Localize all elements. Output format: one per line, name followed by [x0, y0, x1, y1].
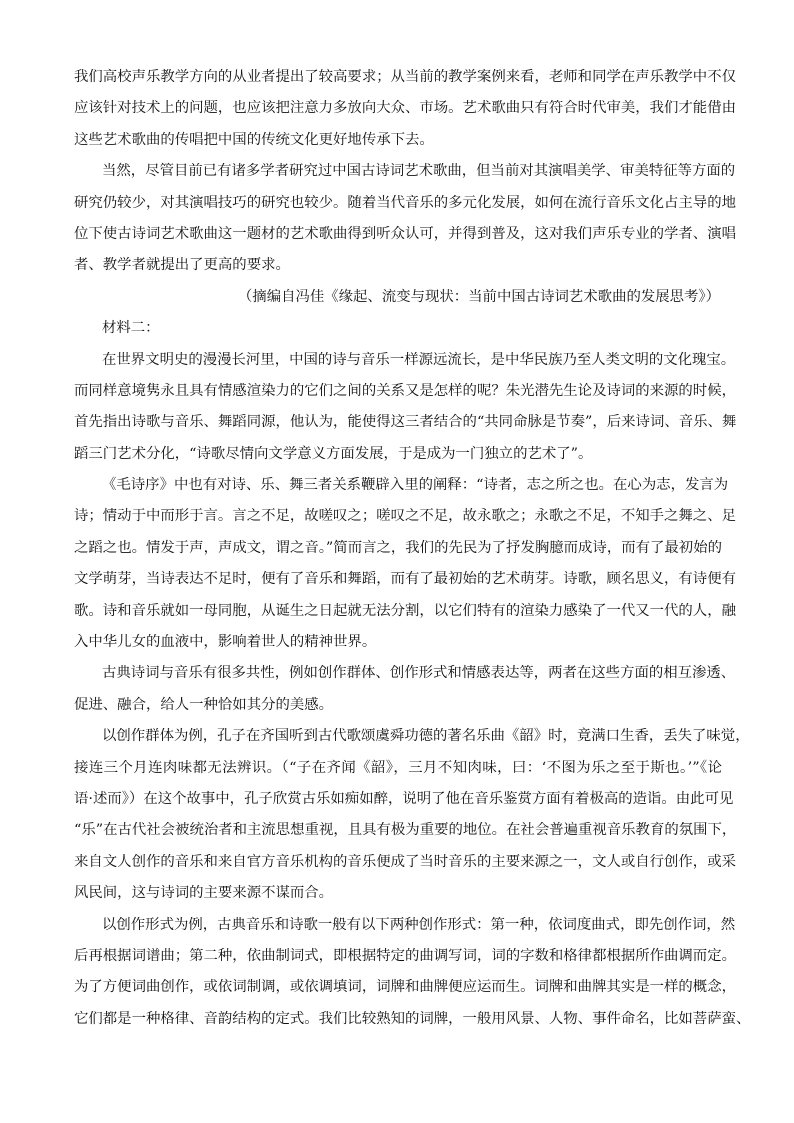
text-line: 者、教学者就提出了更高的要求。: [74, 257, 290, 274]
text-line: 这些艺术歌曲的传唱把中国的传统文化更好地传承下去。: [74, 131, 434, 148]
text-line: 以创作形式为例，古典音乐和诗歌一般有以下两种创作形式：第一种，依词度曲式，即先创作词，然: [102, 916, 736, 933]
text-line: “乐”在古代社会被统治者和主流思想重视，且具有极为重要的地位。在社会普遍重视音乐教育的氛围下，: [74, 822, 737, 839]
text-line: 位下使古诗词艺术歌曲这一题材的艺术歌曲得到听众认可，并得到普及，这对我们声乐专业的学者、演唱: [74, 225, 736, 242]
text-line: 之蹈之也。情发于声，声成文，谓之音。”简而言之，我们的先民为了抒发胸臆而成诗，而有了最初始的: [74, 539, 722, 556]
text-line: 以创作群体为例，孔子在齐国听到古代歌颂虞舜功德的著名乐曲《韶》时，竟满口生香，丢失了味觉，: [102, 728, 750, 745]
text-line: 《毛诗序》中也有对诗、乐、舞三者关系鞭辟入里的阐释：“诗者，志之所之也。在心为志，发言为: [102, 477, 729, 494]
text-line: 当然，尽管目前已有诸多学者研究过中国古诗词艺术歌曲，但当前对其演唱美学、审美特征等方面的: [102, 163, 736, 180]
text-line: 蹈三门艺术分化，“诗歌尽情向文学意义方面发展，于是成为一门独立的艺术了”。: [74, 445, 593, 462]
text-line: 首先指出诗歌与音乐、舞蹈同源，他认为，能使得这三者结合的“共同命脉是节奏”，后来诗词、音乐、舞: [74, 414, 737, 431]
document-page: [74, 62, 751, 1035]
text-line: 材料二：: [102, 320, 160, 337]
text-line: 入中华儿女的血液中，影响着世人的精神世界。: [74, 634, 377, 651]
text-line: 接连三个月连肉味都无法辨识。（“子在齐闻《韶》，三月不知肉味，曰：‘不图为乐之至于斯也。’”《论: [74, 759, 722, 776]
text-line: 古典诗词与音乐有很多共性，例如创作群体、创作形式和情感表达等，两者在这些方面的相互渗透、: [102, 665, 736, 682]
text-line: 促进、融合，给人一种恰如其分的美感。: [74, 696, 334, 713]
text-line: 它们都是一种格律、音韵结构的定式。我们比较熟知的词牌，一般用风景、人物、事件命名，比如菩萨蛮、: [74, 1010, 751, 1027]
text-line: 后再根据词谱曲；第二种，依曲制词式，即根据特定的曲调写词，词的字数和格律都根据所作曲调而定。: [74, 947, 736, 964]
text-line: 文学萌芽，当诗表达不足时，便有了音乐和舞蹈，而有了最初始的艺术萌芽。诗歌，顾名思义，有诗便有: [74, 571, 736, 588]
text-line: 来自文人创作的音乐和来自官方音乐机构的音乐便成了当时音乐的主要来源之一，文人或自行创作，或采: [74, 853, 736, 870]
text-line: 在世界文明史的漫漫长河里，中国的诗与音乐一样源远流长，是中华民族乃至人类文明的文化瑰宝。: [102, 351, 736, 368]
text-line: 研究仍较少，对其演唱技巧的研究也较少。随着当代音乐的多元化发展，如何在流行音乐文化占主导的地: [74, 194, 736, 211]
text-line: 诗；情动于中而形于言。言之不足，故嗟叹之；嗟叹之不足，故永歌之；永歌之不足，不知手之舞之、足: [74, 508, 736, 525]
text-line: 应该针对技术上的问题，也应该把注意力多放向大众、市场。艺术歌曲只有符合时代审美，我们才能借由: [74, 100, 736, 117]
source-citation: （摘编自冯佳《缘起、流变与现状：当前中国古诗词艺术歌曲的发展思考》）: [237, 288, 720, 305]
text-line: 为了方便词曲创作，或依词制调，或依调填词，词牌和曲牌便应运而生。词牌和曲牌其实是一样的概念，: [74, 979, 736, 996]
text-line: 歌。诗和音乐就如一母同胞，从诞生之日起就无法分割，以它们特有的渲染力感染了一代又一代的人，融: [74, 602, 736, 619]
text-line: 而同样意境隽永且具有情感渲染力的它们之间的关系又是怎样的呢？朱光潜先生论及诗词的来源的时候，: [74, 382, 736, 399]
text-line: 风民间，这与诗词的主要来源不谋而合。: [74, 885, 334, 902]
text-line: 语·述而》）在这个故事中，孔子欣赏古乐如痴如醉，说明了他在音乐鉴赏方面有着极高的造诣。由此可见: [74, 790, 734, 807]
text-line: 我们高校声乐教学方向的从业者提出了较高要求；从当前的教学案例来看，老师和同学在声乐教学中不仅: [74, 69, 736, 85]
